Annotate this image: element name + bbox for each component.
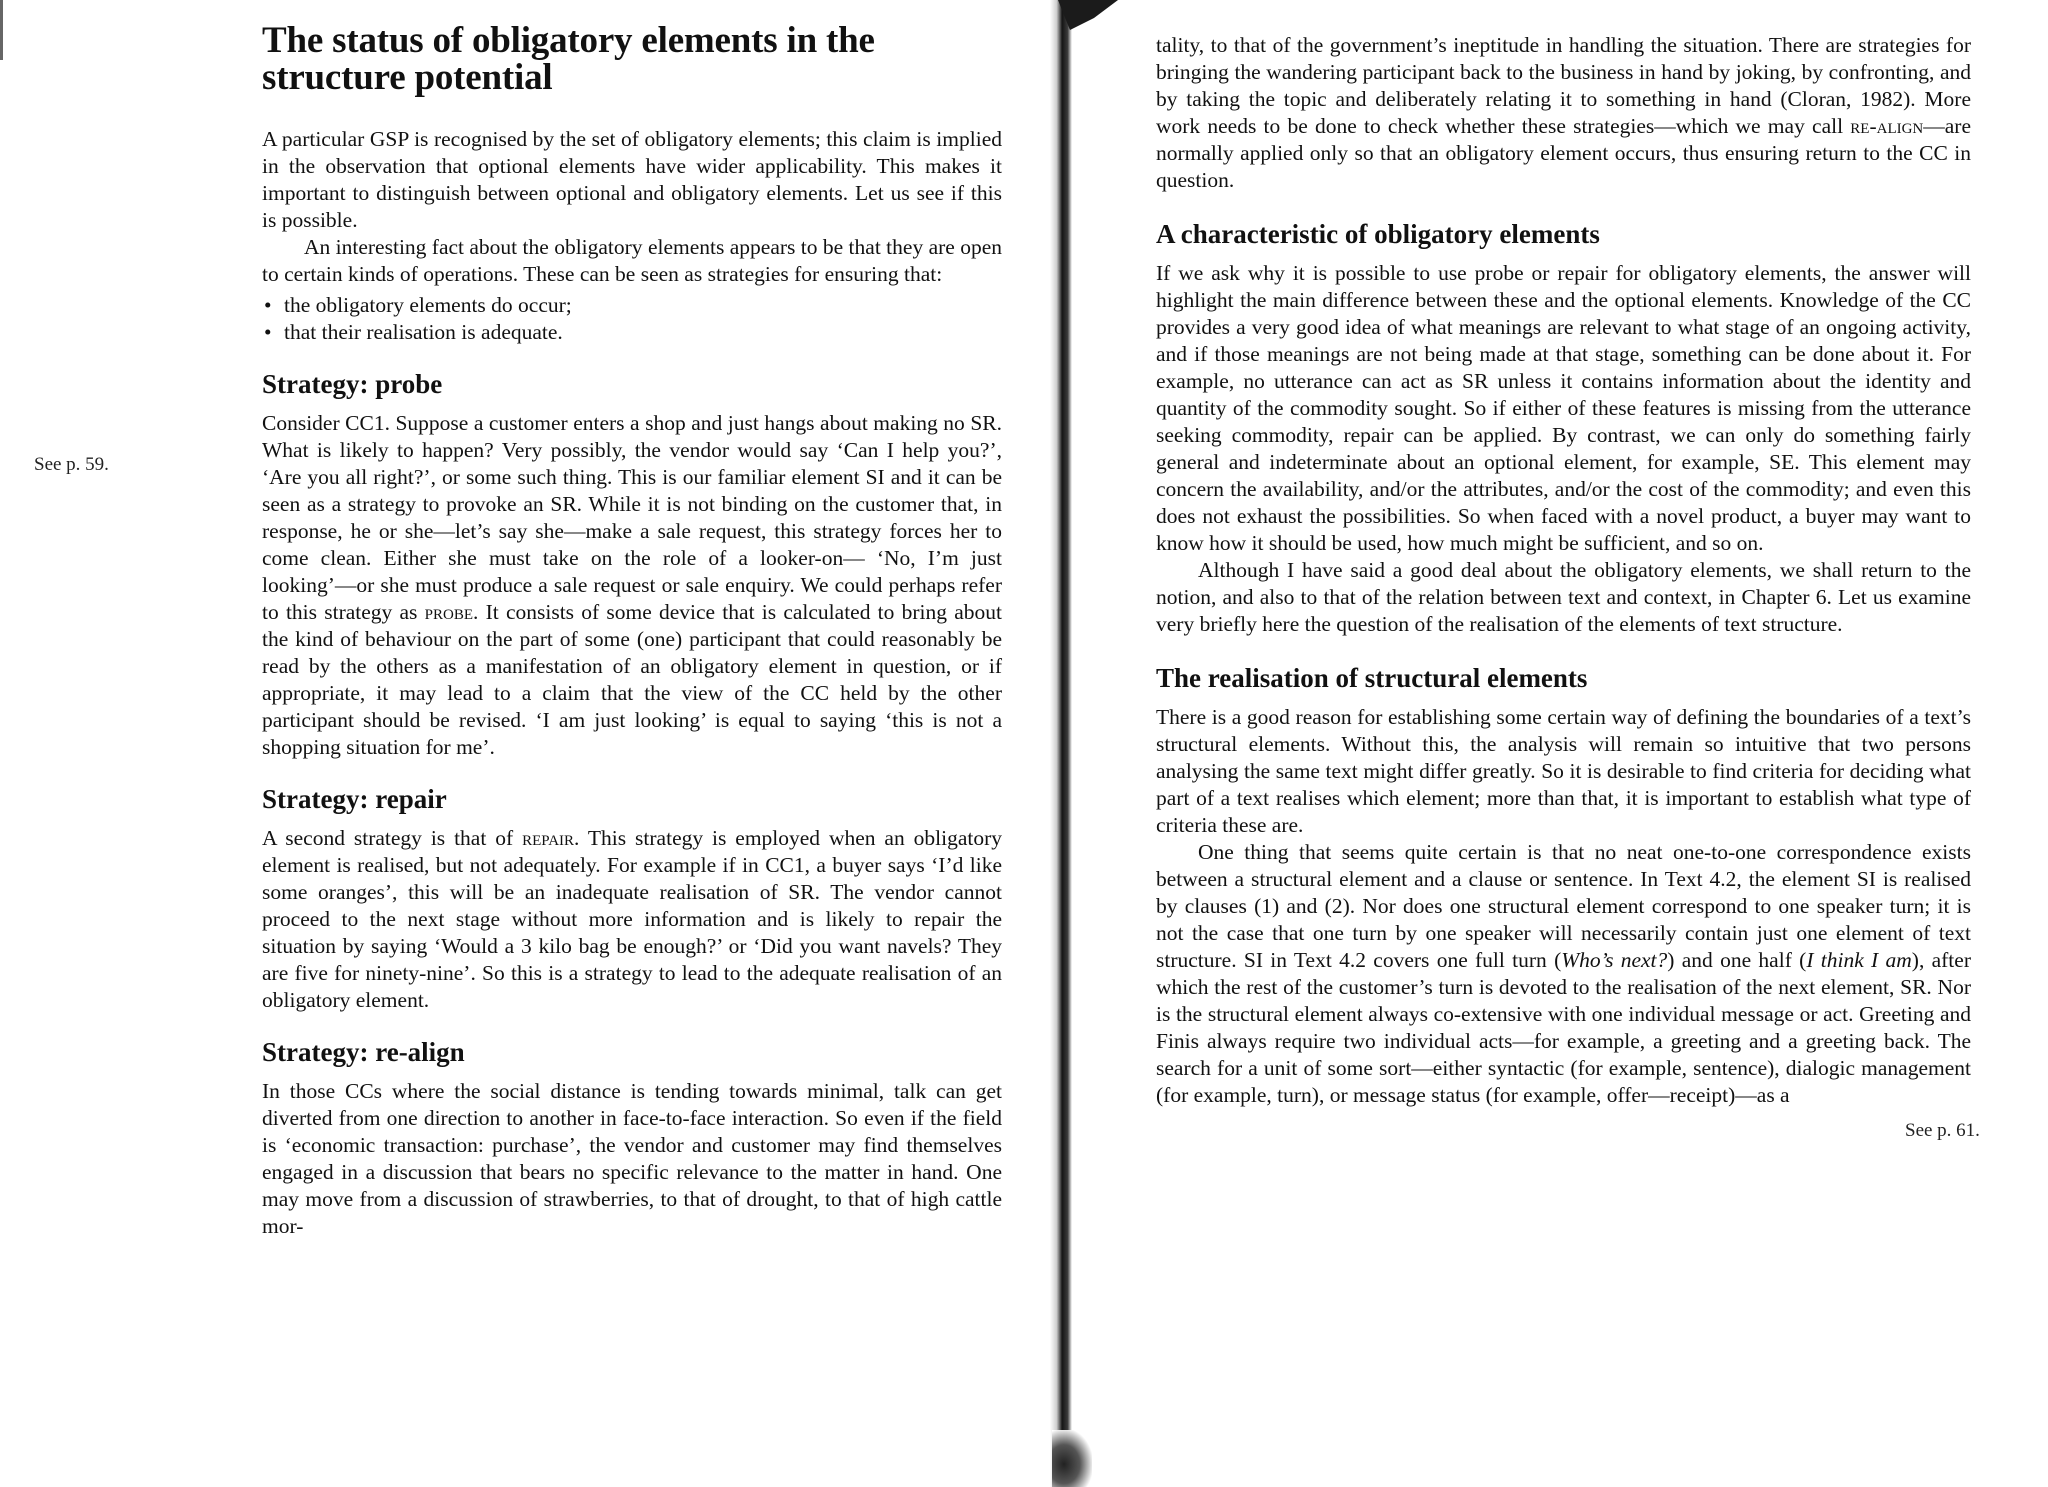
left-column (262, 22, 1002, 1240)
intro-paragraph-1: A particular GSP is recognised by the set of obligatory elements; this claim is implied in the observation that optional elements have wider applicability. This makes it important to distinguish between optional and obligatory elements. Let us see if this is possible. (262, 127, 1002, 232)
characteristic-paragraph-2: Although I have said a good deal about the obligatory elements, we shall return to the notion, and also to that of the relation between text and context, in Chapter 6. Let us examine very briefly here the question of the realisation of the elements of text structure. (1156, 558, 1971, 636)
realisation-text-a: One thing that seems quite certain is that no neat one-to-one correspondence exists between a structural element and a clause or sentence. In Text 4.2, the element SI is realised by clauses (1) and (2). Nor does one structural element correspond to one speaker turn; it is not the case that one turn by one speaker will necessarily contain just one element of text structure. SI in Text 4.2 covers one full turn ( (1156, 840, 1971, 972)
bullet-icon: • (264, 293, 272, 317)
heading-strategy-probe: Strategy: probe (262, 369, 443, 399)
margin-note-right: See p. 61. (1905, 1120, 1980, 1141)
heading-strategy-repair: Strategy: repair (262, 784, 447, 814)
probe-text-a: Consider CC1. Suppose a customer enters a shop and just hangs about making no SR. What is likely to happen? Very possibly, the vendor would say ‘Can I help you?’, ‘Are you all right?’, or some such thing. This is our familiar element SI and it can be seen as a strategy to provoke an SR. While it is not binding on the customer that, in response, he or she—let’s say she—make a sale request, this strategy forces her to come clean. Either she must take on the role of a looker-on— ‘No, I’m just looking’—or she must produce a sale request or sale enquiry. We could perhaps refer to this strategy as (262, 411, 1002, 624)
right-page (1070, 0, 2048, 1487)
realisation-italic-2: I think I am (1806, 948, 1912, 972)
repair-text-a: A second strategy is that of (262, 826, 514, 850)
bullet-item (262, 319, 1002, 346)
probe-term: probe (424, 600, 473, 624)
continuation-paragraph (1156, 32, 1971, 194)
realisation-paragraph-1: There is a good reason for establishing some certain way of defining the boundaries of a text’s structural elements. Without this, the analysis will remain so intuitive that two persons analysing the same text might differ greatly. So it is desirable to find criteria for deciding what part of a text realises which element; more than that, it is important to establish what type of criteria these are. (1156, 705, 1971, 837)
strategy-bullet-list (262, 292, 1002, 346)
right-column (1156, 32, 1971, 1109)
repair-text-b: . This strategy is employed when an obligatory element is realised, but not adequately. For example if in CC1, a buyer says ‘I’d like some oranges’, this will be an inadequate realisation of SR. The vendor cannot proceed to the next stage without more information and is likely to repair the situation by saying ‘Would a 3 kilo bag be enough?’ or ‘Did you want navels? They are five for ninety-nine’. So this is a strategy to lead to the adequate realisation of an obligatory element. (262, 826, 1003, 1012)
heading-characteristic: A characteristic of obligatory elements (1156, 219, 1600, 249)
repair-term: repair (522, 826, 575, 850)
characteristic-paragraph-1: If we ask why it is possible to use probe or repair for obligatory elements, the answer will highlight the main difference between these and the optional elements. Knowledge of the CC provides a very good idea of what meanings are relevant to what stage of an ongoing activity, and if those meanings are not being made at that stage, something can be done about it. For example, no utterance can act as SR unless it contains information about the identity and quantity of the commodity sought. So if either of these features is missing from the utterance seeking commodity, repair can be applied. By contrast, we can only do something fairly general and indeterminate about an optional element, for example, SE. This element may concern the availability, and/or the attributes, and/or the cost of the commodity; and even this does not exhaust the possibilities. So when faced with a novel product, a buyer may want to know how it should be used, how much might be sufficient, and so on. (1156, 261, 1971, 555)
realisation-text-c: ), after which the rest of the customer’s turn is devoted to the realisation of the next element, SR. Nor is the structural element always co-extensive with one individual message or act. Greeting and Finis always require two individual acts—for example, a greeting and a greeting back. The search for a unit of some sort—either syntactic (for example, sentence), dialogic management (for example, turn), or message status (for example, offer—receipt)—as a (1156, 948, 1971, 1107)
probe-paragraph (262, 410, 1002, 761)
probe-text-b: . It consists of some device that is calculated to bring about the kind of behaviour on the part of some (one) participant that could reasonably be read by the others as a manifestation of an obligatory element in question, or if appropriate, it may lead to a claim that the view of the CC held by the other participant should be revised. ‘I am just looking’ is equal to saying ‘this is not a shopping situation for me’. (262, 600, 1002, 759)
heading-strategy-realign: Strategy: re-align (262, 1037, 465, 1067)
book-gutter (1050, 0, 1072, 1487)
bullet-icon: • (264, 320, 272, 344)
bullet-text: the obligatory elements do occur; (284, 293, 572, 317)
section-title: The status of obligatory elements in the structure potential (262, 20, 875, 98)
realign-paragraph: In those CCs where the social distance is tending towards minimal, talk can get diverted from one direction to another in face-to-face interaction. So even if the field is ‘economic transaction: purchase’, the vendor and customer may find themselves engaged in a discussion that bears no specific relevance to the matter in hand. One may move from a discussion of strawberries, to that of drought, to that of high cattle mor- (262, 1079, 1002, 1238)
heading-realisation: The realisation of structural elements (1156, 663, 1588, 693)
realign-term: re-align (1850, 114, 1924, 138)
intro-paragraph-2: An interesting fact about the obligatory elements appears to be that they are open to certain kinds of operations. These can be seen as strategies for ensuring that: (262, 235, 1002, 286)
repair-paragraph (262, 825, 1002, 1014)
realisation-text-b: ) and one half ( (1667, 948, 1807, 972)
bullet-item (262, 292, 1002, 319)
continuation-text-b: —are normally applied only so that an obligatory element occurs, thus ensuring return to the CC in question. (1156, 114, 1972, 192)
realisation-paragraph-2 (1156, 839, 1971, 1109)
realisation-italic-1: Who’s next? (1561, 948, 1668, 972)
continuation-text-a: tality, to that of the government’s ineptitude in handling the situation. There are strategies for bringing the wandering participant back to the business in hand by joking, by confronting, and by taking the topic and deliberately relating it to something in hand (Cloran, 1982). More work needs to be done to check whether these strategies—which we may call (1156, 33, 1971, 138)
margin-note-left: See p. 59. (34, 454, 109, 475)
bullet-text: that their realisation is adequate. (284, 320, 563, 344)
